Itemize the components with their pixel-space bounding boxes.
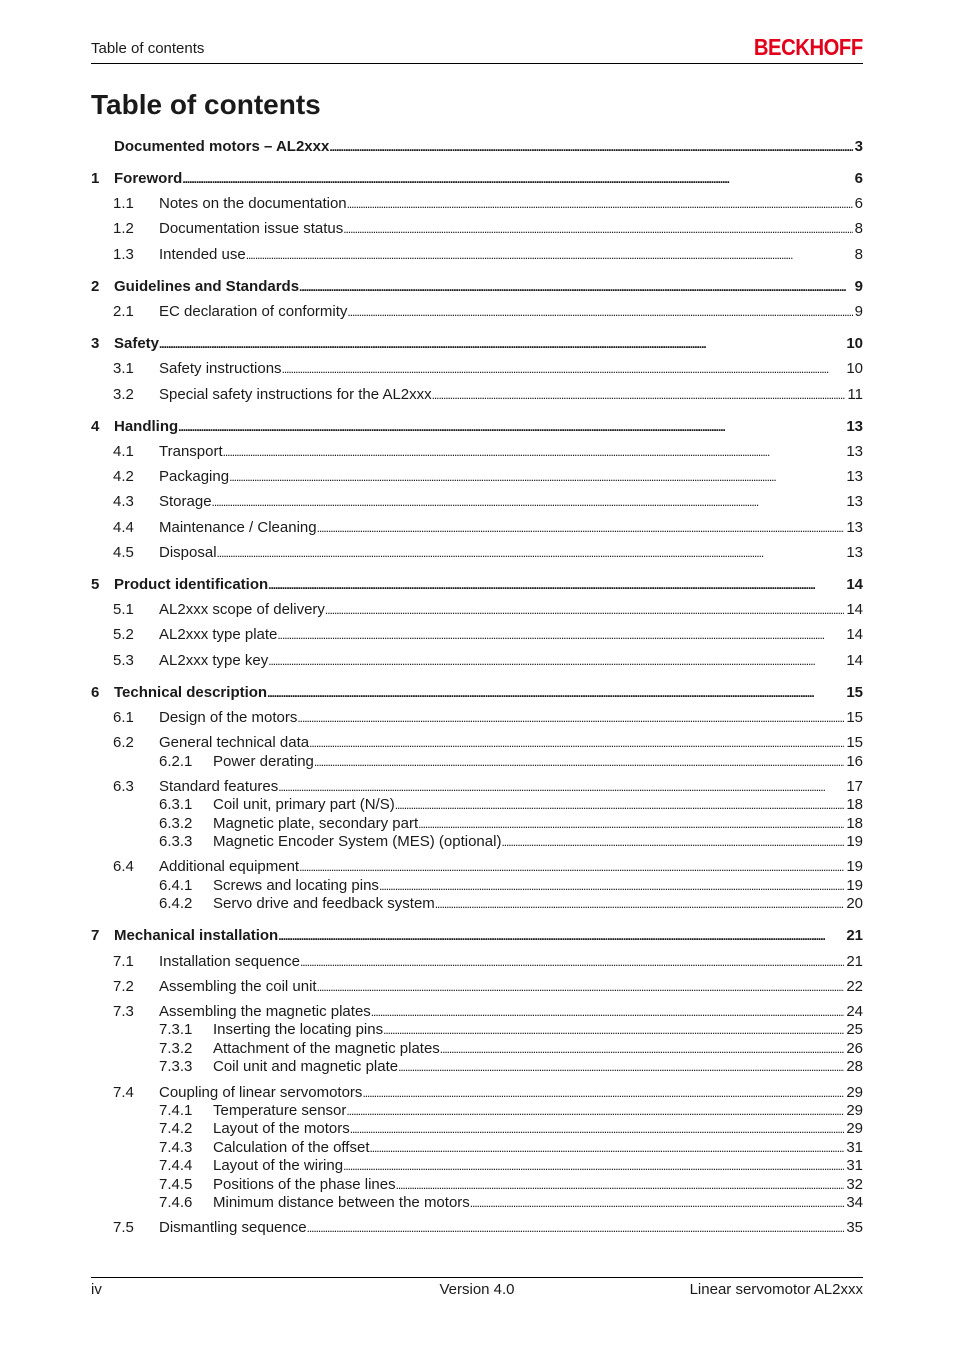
toc-entry-title: Guidelines and Standards [114,278,300,295]
toc-entry-number: 7.4.4 [159,1157,193,1174]
toc-entry-number: 7.4.2 [159,1120,193,1137]
toc-dot-leader [325,601,844,619]
toc-entry-page: 16 [846,753,863,770]
toc-dot-leader [470,1194,845,1212]
toc-entry-number: 6.1 [113,709,134,726]
toc-entry-number: 4.4 [113,519,134,536]
toc-dot-leader [223,443,845,461]
toc-entry-line [213,1176,863,1194]
toc-entry[interactable] [91,626,863,644]
toc-dot-leader [418,815,844,833]
toc-entry-number: 6.2.1 [159,753,193,770]
toc-dot-leader [297,709,844,727]
toc-entry-title: Minimum distance between the motors [213,1194,470,1211]
toc-entry-title: Calculation of the offset [213,1139,370,1156]
toc-entry-title: Servo drive and feedback system [213,895,435,912]
toc-entry-number: 5.1 [113,601,134,618]
toc-dot-leader [299,278,853,296]
toc-entry[interactable] [91,1058,863,1076]
toc-dot-leader [309,734,844,752]
toc-dot-leader [347,303,852,321]
toc-entry-number: 7.3.3 [159,1058,193,1075]
toc-entry-number: 6.4 [113,858,134,875]
toc-entry-page: 11 [847,386,863,403]
toc-dot-leader [307,1219,845,1237]
toc-entry-line [213,1058,863,1076]
footer-divider [91,1277,863,1278]
beckhoff-logo: BECKHOFF [754,34,863,60]
toc-entry[interactable] [91,1139,863,1157]
toc-entry-title: Maintenance / Cleaning [159,519,317,536]
toc-entry[interactable] [91,519,863,537]
toc-entry-title: Safety [114,335,160,352]
toc-entry-title: Handling [114,418,179,435]
toc-entry-line [159,360,863,378]
toc-entry-line [159,468,863,486]
toc-entry-line [114,335,863,353]
toc-entry-line [213,1102,863,1120]
toc-entry-page: 8 [854,220,863,237]
toc-entry-number: 6 [91,684,100,701]
toc-entry[interactable] [91,1021,863,1039]
toc-entry-line [159,386,863,404]
toc-entry-page: 9 [854,278,863,295]
toc-entry-page: 15 [846,684,863,701]
toc-entry-title: Design of the motors [159,709,298,726]
toc-entry[interactable] [91,1003,863,1021]
toc-dot-leader [395,796,845,814]
toc-entry-title: Safety instructions [159,360,282,377]
toc-entry[interactable] [91,895,863,913]
toc-entry-page: 3 [854,138,863,155]
toc-entry-title: Dismantling sequence [159,1219,307,1236]
toc-entry-line [159,519,863,537]
toc-entry[interactable] [91,1194,863,1212]
toc-entry-page: 19 [846,877,863,894]
toc-entry[interactable] [91,709,863,727]
toc-entry-page: 34 [846,1194,863,1211]
toc-entry[interactable] [91,1040,863,1058]
page-title: Table of contents [91,89,321,120]
toc-dot-leader [370,1139,845,1157]
toc-entry[interactable] [91,1157,863,1175]
toc-entry-title: Notes on the documentation [159,195,347,212]
toc-entry-title: Coil unit and magnetic plate [213,1058,399,1075]
toc-entry-number: 7.3.1 [159,1021,193,1038]
toc-entry-number: 2.1 [113,303,134,320]
toc-entry-page: 24 [846,1003,863,1020]
toc-entry-page: 18 [846,796,863,813]
toc-entry[interactable] [91,418,863,436]
toc-entry-number: 2 [91,278,100,295]
header-title: Table of contents [91,40,205,57]
toc-entry[interactable] [91,684,863,702]
toc-dot-leader [268,576,844,594]
toc-entry-line [159,493,863,511]
toc-entry-line [213,796,863,814]
toc-entry-number: 1.3 [113,246,134,263]
toc-entry-page: 13 [846,519,863,536]
toc-entry-line [159,1219,863,1237]
toc-entry-line [159,778,863,796]
toc-entry-number: 6.2 [113,734,134,751]
toc-dot-leader [159,335,844,353]
toc-entry-title: Intended use [159,246,246,263]
toc-entry[interactable] [91,576,863,594]
toc-entry-line [213,1120,863,1138]
toc-entry-line [213,815,863,833]
toc-entry[interactable] [91,858,863,876]
toc-dot-leader [362,1084,844,1102]
toc-entry-line [159,303,863,321]
toc-dot-leader [371,1003,845,1021]
toc-entry-title: Magnetic plate, secondary part [213,815,419,832]
toc-dot-leader [178,418,844,436]
toc-entry-number: 7.4.1 [159,1102,193,1119]
toc-entry[interactable] [91,778,863,796]
toc-entry-number: 6.4.2 [159,895,193,912]
toc-dot-leader [396,1176,845,1194]
toc-entry-page: 13 [846,544,863,561]
toc-entry-page: 6 [854,170,863,187]
toc-entry-number: 6.3.3 [159,833,193,850]
toc-entry-line [213,1021,863,1039]
toc-entry-title: Storage [159,493,212,510]
toc-entry[interactable] [91,927,863,945]
toc-entry-line [159,601,863,619]
toc-entry-number: 6.4.1 [159,877,193,894]
toc-entry-title: Temperature sensor [213,1102,347,1119]
toc-entry-line [159,978,863,996]
toc-entry[interactable] [91,601,863,619]
toc-entry-number: 7.5 [113,1219,134,1236]
toc-entry-line [159,626,863,644]
toc-dot-leader [314,753,844,771]
toc-entry-number: 5.3 [113,652,134,669]
toc-entry-title: Layout of the motors [213,1120,350,1137]
toc-entry-title: Foreword [114,170,183,187]
toc-dot-leader [343,1157,844,1175]
toc-entry-page: 15 [846,709,863,726]
toc-entry-page: 35 [846,1219,863,1236]
toc-entry-number: 4 [91,418,100,435]
toc-entry[interactable] [91,138,863,156]
toc-entry-line [159,1003,863,1021]
toc-entry-page: 14 [846,626,863,643]
toc-entry-page: 29 [846,1102,863,1119]
toc-entry-page: 13 [846,493,863,510]
toc-entry-page: 10 [846,360,863,377]
toc-dot-leader [267,684,844,702]
toc-entry-title: Coupling of linear servomotors [159,1084,363,1101]
toc-entry[interactable] [91,978,863,996]
toc-entry-number: 7.4.6 [159,1194,193,1211]
toc-dot-leader [432,386,846,404]
toc-entry-line [213,833,863,851]
toc-entry-number: 3 [91,335,100,352]
toc-entry-line [213,1139,863,1157]
toc-dot-leader [350,1120,845,1138]
toc-entry-page: 13 [846,443,863,460]
toc-entry-line [159,709,863,727]
toc-entry[interactable] [91,468,863,486]
toc-dot-leader [278,927,844,945]
toc-entry-line [159,1084,863,1102]
toc-entry-number: 7.1 [113,953,134,970]
toc-entry-page: 13 [846,418,863,435]
toc-entry-title: EC declaration of conformity [159,303,348,320]
toc-entry[interactable] [91,544,863,562]
toc-entry-title: Positions of the phase lines [213,1176,396,1193]
page-number: iv [91,1281,102,1298]
toc-entry[interactable] [91,1176,863,1194]
toc-dot-leader [299,858,844,876]
toc-dot-leader [278,778,844,796]
toc-dot-leader [268,652,844,670]
toc-entry-title: Documentation issue status [159,220,344,237]
toc-entry-line [114,684,863,702]
toc-entry-page: 15 [846,734,863,751]
document-name: Linear servomotor AL2xxx [689,1281,863,1298]
toc-entry-title: Inserting the locating pins [213,1021,384,1038]
toc-entry-title: Installation sequence [159,953,300,970]
toc-entry[interactable] [91,796,863,814]
toc-entry[interactable] [91,815,863,833]
toc-entry-number: 6.3.1 [159,796,193,813]
toc-entry-number: 1.2 [113,220,134,237]
toc-entry-number: 7.3 [113,1003,134,1020]
toc-entry-title: AL2xxx type plate [159,626,278,643]
toc-entry-page: 29 [846,1084,863,1101]
toc-dot-leader [347,195,853,213]
toc-entry-page: 31 [846,1139,863,1156]
toc-entry[interactable] [91,1219,863,1237]
toc-entry-title: Assembling the magnetic plates [159,1003,371,1020]
toc-entry-number: 4.2 [113,468,134,485]
toc-entry[interactable] [91,1120,863,1138]
toc-entry-number: 7.4.5 [159,1176,193,1193]
toc-entry-number: 7.4 [113,1084,134,1101]
toc-entry[interactable] [91,877,863,895]
toc-entry[interactable] [91,278,863,296]
toc-entry-number: 7.3.2 [159,1040,193,1057]
toc-dot-leader [346,1102,844,1120]
toc-entry-page: 17 [846,778,863,795]
toc-entry-page: 31 [846,1157,863,1174]
toc-entry-line [213,877,863,895]
header-divider [91,63,863,64]
toc-entry-page: 13 [846,468,863,485]
toc-entry-title: Disposal [159,544,217,561]
toc-entry-number: 1 [91,170,100,187]
toc-entry-page: 19 [846,858,863,875]
toc-entry-title: Standard features [159,778,279,795]
toc-entry-page: 21 [846,953,863,970]
toc-entry-title: Additional equipment [159,858,300,875]
toc-entry-number: 6.3.2 [159,815,193,832]
toc-entry-line [159,544,863,562]
toc-entry-title: Coil unit, primary part (N/S) [213,796,395,813]
toc-entry-title: AL2xxx type key [159,652,269,669]
document-version: Version 4.0 [439,1281,515,1298]
toc-entry-title: Mechanical installation [114,927,279,944]
toc-entry-page: 9 [854,303,863,320]
toc-entry[interactable] [91,195,863,213]
toc-entry[interactable] [91,493,863,511]
toc-entry-title: Packaging [159,468,230,485]
toc-dot-leader [383,1021,844,1039]
toc-dot-leader [317,978,845,996]
toc-entry-line [114,576,863,594]
toc-entry-line [213,1194,863,1212]
toc-entry-number: 7 [91,927,100,944]
toc-entry-line [159,858,863,876]
toc-dot-leader [246,246,853,264]
toc-dot-leader [398,1058,844,1076]
toc-dot-leader [329,138,852,156]
toc-entry-number: 6.3 [113,778,134,795]
toc-dot-leader [282,360,845,378]
toc-dot-leader [217,544,845,562]
toc-entry-title: Attachment of the magnetic plates [213,1040,440,1057]
toc-entry-line [114,278,863,296]
toc-dot-leader [300,953,844,971]
toc-entry-title: Screws and locating pins [213,877,379,894]
toc-entry-line [114,170,863,188]
toc-entry-title: Layout of the wiring [213,1157,344,1174]
toc-dot-leader [317,519,845,537]
toc-entry-page: 8 [854,246,863,263]
toc-entry-line [159,195,863,213]
toc-entry-number: 4.1 [113,443,134,460]
toc-entry[interactable] [91,170,863,188]
toc-entry-line [114,138,863,156]
toc-entry-line [213,1157,863,1175]
toc-entry-title: Power derating [213,753,314,770]
toc-entry-line [213,1040,863,1058]
toc-entry-page: 14 [846,601,863,618]
toc-entry-title: Product identification [114,576,269,593]
toc-entry-title: Assembling the coil unit [159,978,317,995]
toc-entry[interactable] [91,443,863,461]
toc-entry[interactable] [91,360,863,378]
toc-entry-title: Transport [159,443,223,460]
toc-entry-page: 29 [846,1120,863,1137]
toc-entry[interactable] [91,220,863,238]
toc-entry[interactable] [91,335,863,353]
toc-entry-number: 7.4.3 [159,1139,193,1156]
toc-entry-number: 5.2 [113,626,134,643]
toc-entry[interactable] [91,303,863,321]
toc-entry-line [213,753,863,771]
toc-entry-title: General technical data [159,734,310,751]
toc-dot-leader [435,895,845,913]
toc-entry-page: 25 [846,1021,863,1038]
toc-entry-number: 7.2 [113,978,134,995]
toc-entry-line [159,734,863,752]
toc-entry[interactable] [91,833,863,851]
toc-entry-page: 14 [846,576,863,593]
toc-entry-page: 20 [846,895,863,912]
toc-entry-number: 5 [91,576,100,593]
toc-entry[interactable] [91,1084,863,1102]
toc-entry-line [159,246,863,264]
toc-dot-leader [501,833,844,851]
toc-entry[interactable] [91,753,863,771]
toc-entry-number: 3.2 [113,386,134,403]
toc-entry-line [159,652,863,670]
toc-entry-title: Magnetic Encoder System (MES) (optional) [213,833,502,850]
toc-entry-page: 22 [846,978,863,995]
toc-entry-page: 21 [846,927,863,944]
toc-entry-page: 14 [846,652,863,669]
toc-entry-page: 32 [846,1176,863,1193]
toc-entry-line [114,927,863,945]
toc-entry-title: Technical description [114,684,268,701]
toc-entry-page: 19 [846,833,863,850]
toc-entry[interactable] [91,734,863,752]
toc-entry-page: 10 [846,335,863,352]
toc-entry-line [159,443,863,461]
toc-entry-number: 4.3 [113,493,134,510]
toc-dot-leader [229,468,844,486]
toc-entry-page: 28 [846,1058,863,1075]
toc-entry[interactable] [91,652,863,670]
toc-entry[interactable] [91,953,863,971]
toc-entry-line [159,953,863,971]
toc-entry[interactable] [91,246,863,264]
toc-entry-number: 3.1 [113,360,134,377]
toc-entry-title: AL2xxx scope of delivery [159,601,325,618]
toc-entry-page: 6 [854,195,863,212]
toc-dot-leader [277,626,844,644]
toc-entry-page: 26 [846,1040,863,1057]
toc-entry-line [114,418,863,436]
toc-entry-line [213,895,863,913]
toc-dot-leader [182,170,852,188]
toc-entry[interactable] [91,386,863,404]
toc-dot-leader [440,1040,845,1058]
toc-dot-leader [212,493,845,511]
toc-entry-title: Documented motors – AL2xxx [114,138,330,155]
toc-dot-leader [343,220,852,238]
toc-dot-leader [379,877,844,895]
toc-entry-line [159,220,863,238]
toc-entry-page: 18 [846,815,863,832]
toc-entry-title: Special safety instructions for the AL2xxx [159,386,432,403]
toc-entry-number: 4.5 [113,544,134,561]
toc-entry-number: 1.1 [113,195,134,212]
toc-entry[interactable] [91,1102,863,1120]
